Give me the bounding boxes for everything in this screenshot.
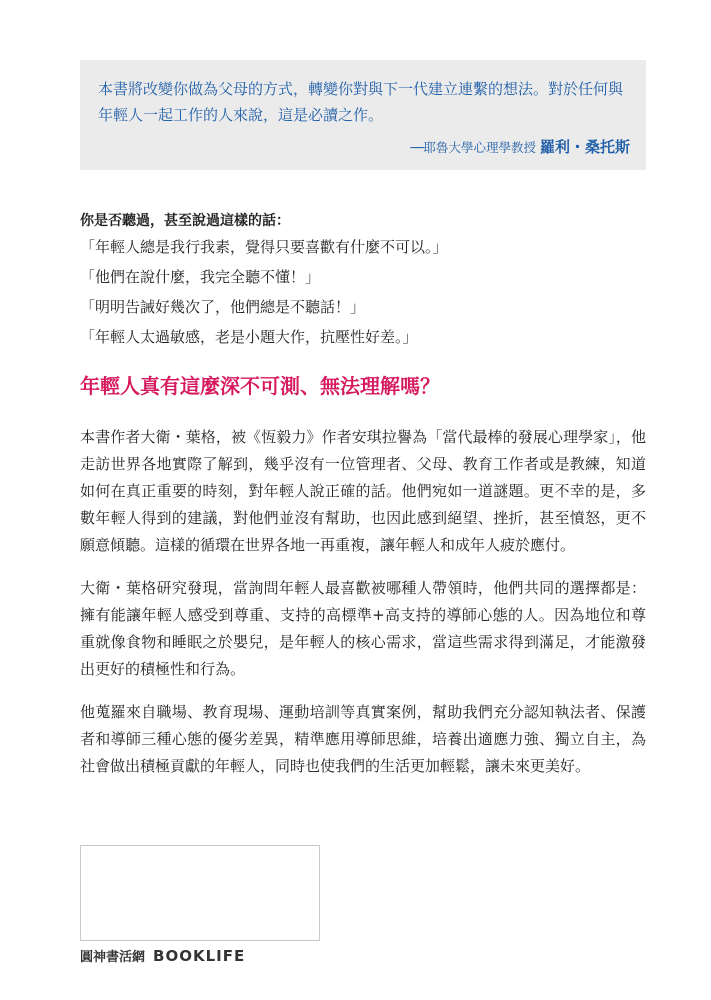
saying-item: 「他們在說什麼，我完全聽不懂！」 — [80, 268, 321, 286]
logo-english-text: BOOKLIFE — [153, 946, 246, 965]
booklife-logo — [80, 946, 245, 965]
attribution-dash: ── — [410, 140, 424, 155]
saying-item: 「年輕人太過敏感，老是小題大作，抗壓性好差。」 — [80, 328, 418, 346]
sayings-list — [80, 232, 640, 352]
saying-item: 「年輕人總是我行我素，覺得只要喜歡有什麼不可以。」 — [80, 238, 448, 256]
saying-item: 「明明告誡好幾次了，他們總是不聽話！」 — [80, 298, 366, 316]
body-paragraph: 大衛・葉格研究發現，當詢問年輕人最喜歡被哪種人帶領時，他們共同的選擇都是：擁有能讓年輕人感受到尊重、支持的高標準+高支持的導師心態的人。因為地位和尊重就像食物和睡眠之於嬰兒，是年輕人的核心需求，當這些需求得到滿足，才能激發出更好的積極性和行為。 — [80, 579, 646, 678]
blank-label-box — [80, 845, 320, 941]
endorsement-attribution — [98, 136, 630, 157]
section-heading: 年輕人真有這麼深不可測、無法理解嗎？ — [80, 374, 440, 398]
logo-chinese-text: 圓神書活網 — [80, 950, 146, 965]
attribution-role: 耶魯大學心理學教授 — [423, 140, 536, 155]
body-paragraph: 他蒐羅來自職場、教育現場、運動培訓等真實案例，幫助我們充分認知執法者、保護者和導師三種心態的優劣差異，精準應用導師思維，培養出適應力強、獨立自主，為社會做出積極貢獻的年輕人，同時也使我們的生活更加輕鬆，讓未來更美好。 — [80, 703, 646, 775]
intro-line: 你是否聽過，甚至說過這樣的話： — [80, 213, 290, 229]
endorsement-quote-box — [80, 60, 646, 170]
attribution-name: 羅利・桑托斯 — [539, 138, 630, 156]
body-text — [80, 424, 646, 796]
body-paragraph: 本書作者大衛・葉格，被《恆毅力》作者安琪拉譽為「當代最棒的發展心理學家」，他走訪世界各地實際了解到，幾乎沒有一位管理者、父母、教育工作者或是教練，知道如何在真正重要的時刻，對年輕人說正確的話。他們宛如一道謎題。更不幸的是，多數年輕人得到的建議，對他們並沒有幫助，也因此感到絕望、挫折，甚至憤怒，更不願意傾聽。這樣的循環在世界各地一再重複，讓年輕人和成年人疲於應付。 — [80, 428, 646, 554]
endorsement-quote-text: 本書將改變你做為父母的方式，轉變你對與下一代建立連繫的想法。對於任何與年輕人一起工作的人來說，這是必讀之作。 — [98, 80, 624, 124]
